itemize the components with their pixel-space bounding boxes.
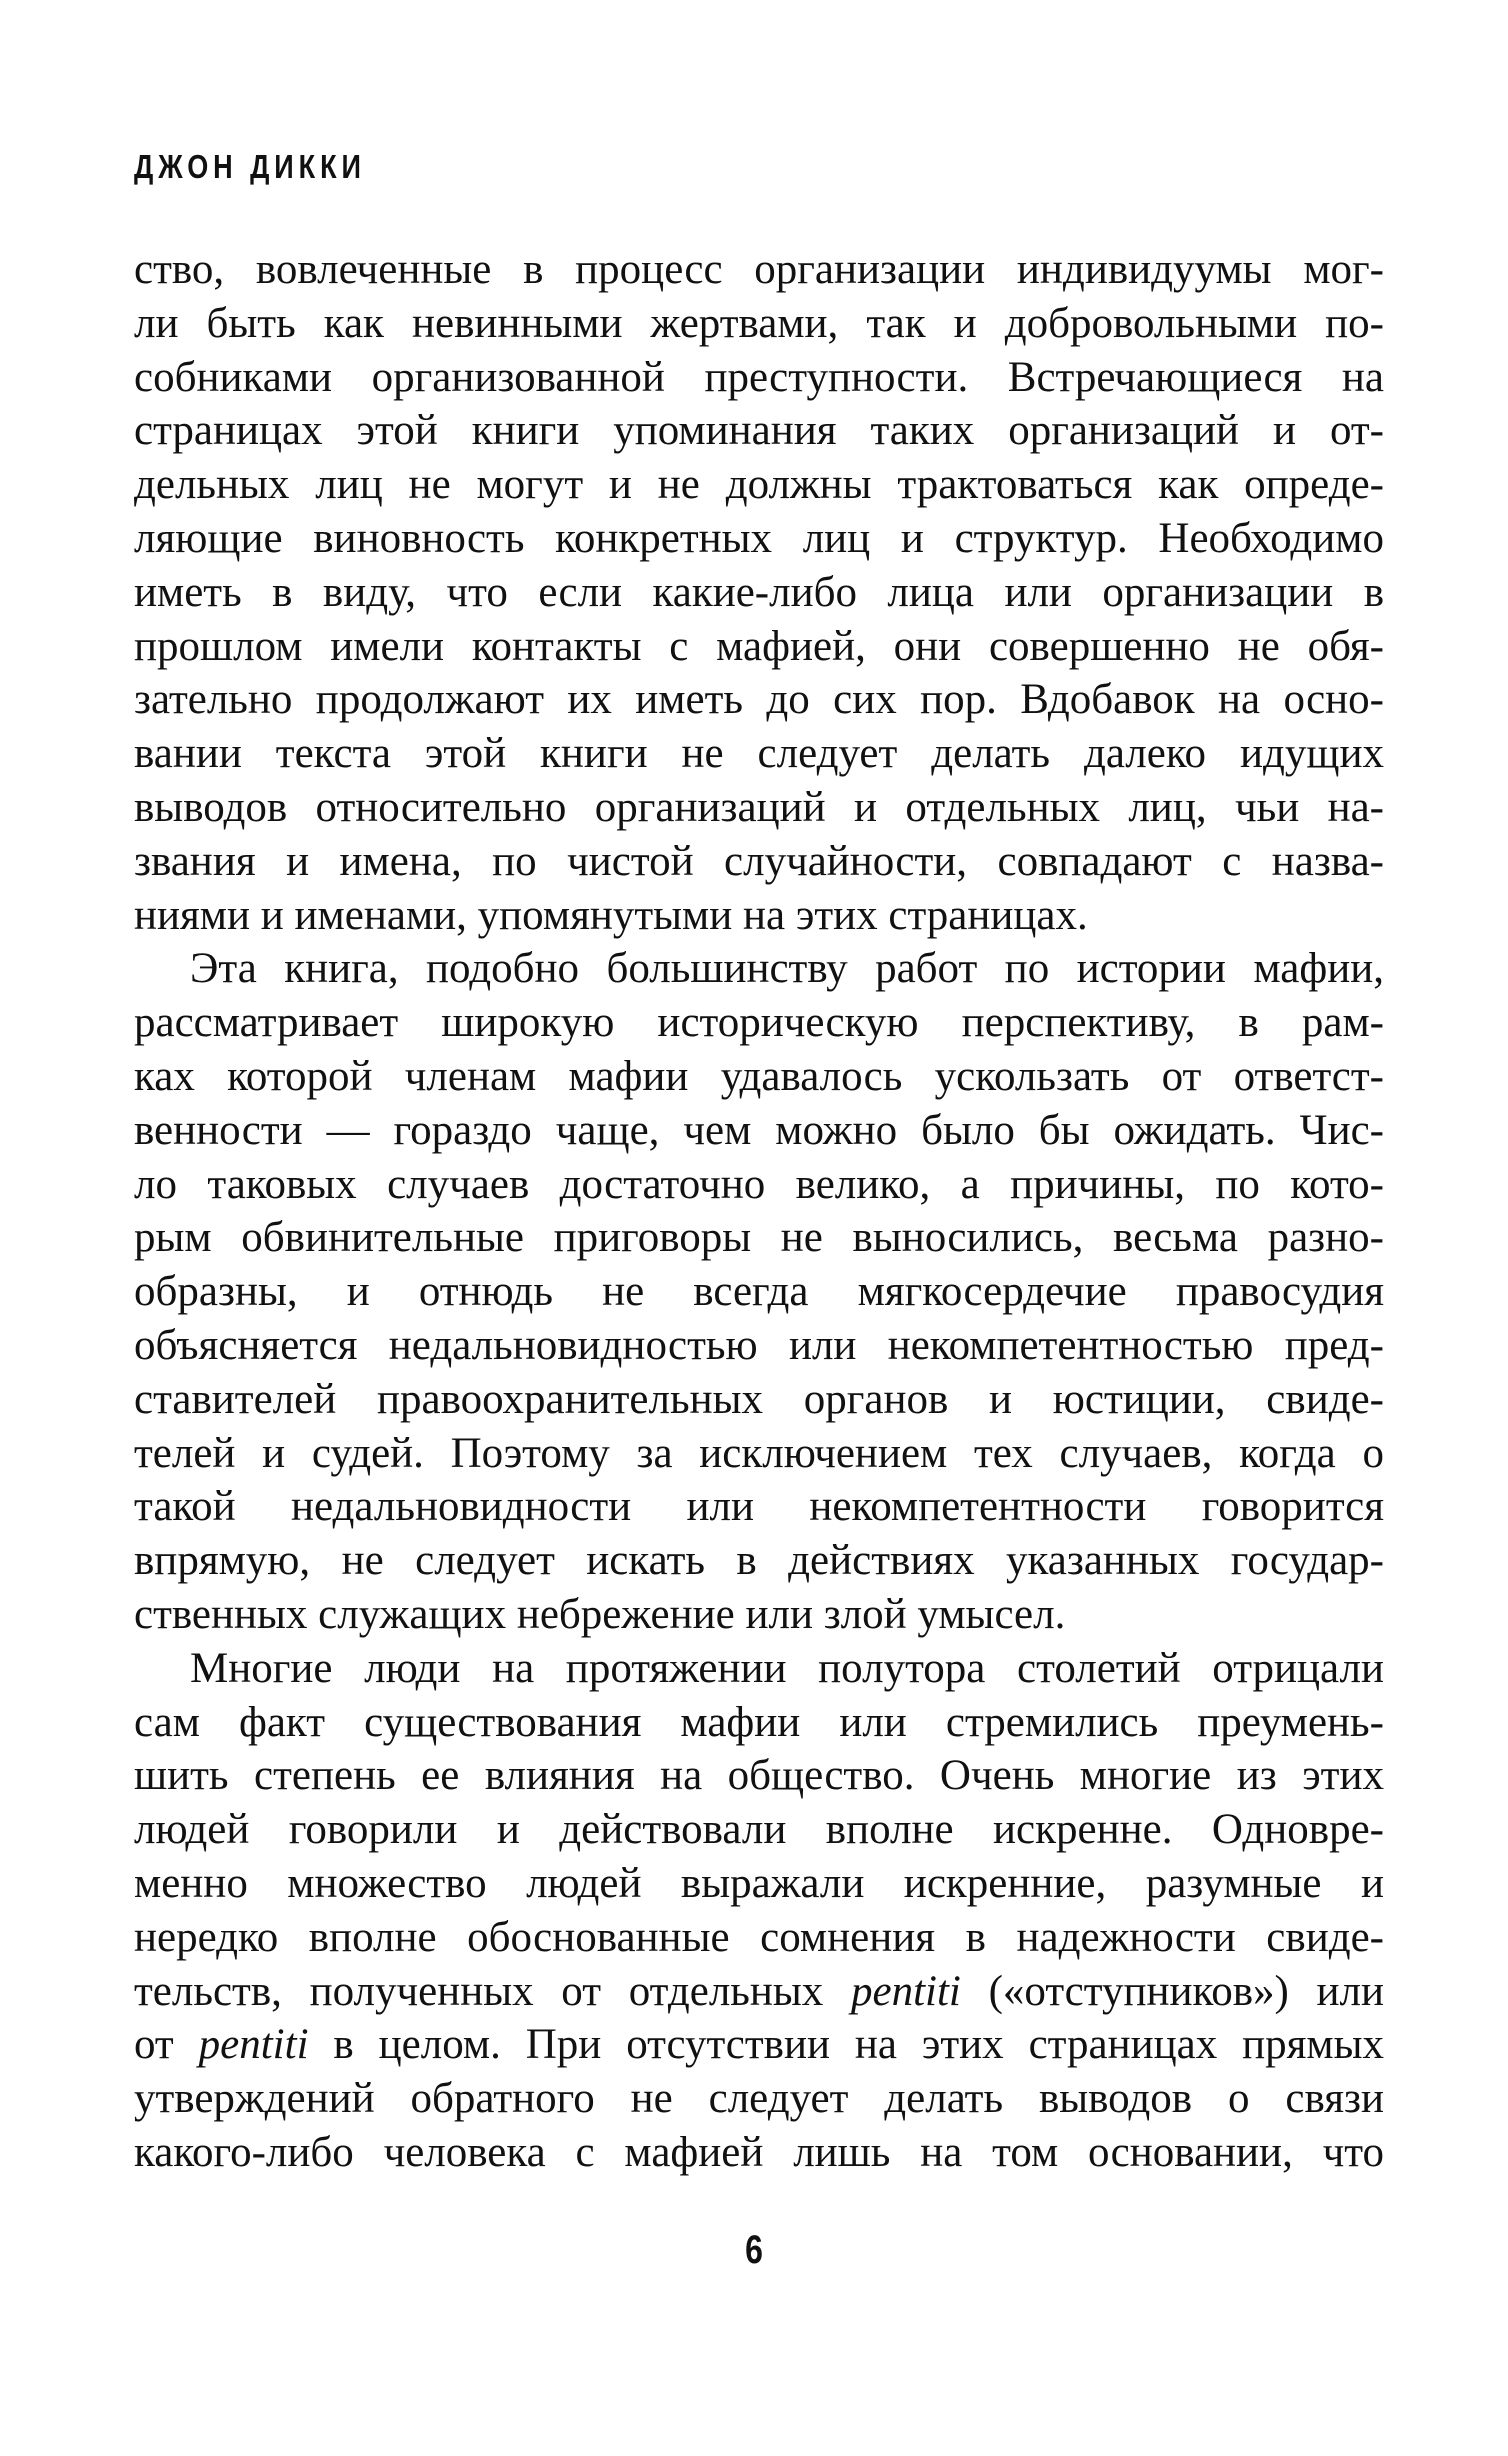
text-line [134, 297, 1384, 351]
text-line [134, 404, 1384, 458]
text-segment: шить степень ее влияния на общество. Очень многие из этих [134, 1752, 1384, 1800]
text-line [134, 835, 1384, 889]
text-segment: в целом. При отсутствии на этих страницах прямых [308, 2021, 1384, 2069]
text-line [134, 1642, 1384, 1696]
text-line [134, 1319, 1384, 1373]
text-line [134, 1965, 1384, 2019]
text-line [134, 781, 1384, 835]
text-line [134, 1857, 1384, 1911]
text-segment: ство, вовлеченные в процесс организации индивидуумы мог- [134, 246, 1384, 293]
text-segment: людей говорили и действовали вполне искренне. Одновре- [134, 1806, 1384, 1854]
text-line [134, 2126, 1384, 2180]
text-segment: образны, и отнюдь не всегда мягкосердечие правосудия [134, 1268, 1384, 1316]
text-line [134, 1265, 1384, 1319]
text-line [134, 1588, 1384, 1642]
text-segment: звания и имена, по чистой случайности, совпадают с назва- [134, 837, 1384, 885]
text-line [134, 620, 1384, 674]
text-segment: собниками организованной преступности. Встречающиеся на [134, 353, 1384, 401]
text-line [134, 996, 1384, 1050]
text-segment: утверждений обратного не следует делать выводов о связи [134, 2075, 1384, 2123]
text-segment: сам факт существования мафии или стремились преумень- [134, 1698, 1384, 1746]
text-line [134, 889, 1384, 943]
text-segment: рым обвинительные приговоры не выносились, весьма разно- [134, 1214, 1384, 1262]
text-segment: прошлом имели контакты с мафией, они совершенно не обя- [134, 622, 1384, 670]
text-segment: телей и судей. Поэтому за исключением тех случаев, когда о [134, 1429, 1384, 1477]
text-line [134, 1803, 1384, 1857]
italic-term: pentiti [198, 2021, 309, 2069]
text-segment: («отступников») или [960, 1967, 1384, 2015]
text-segment: менно множество людей выражали искренние, разумные и [134, 1859, 1384, 1907]
page-number: 6 [745, 2228, 763, 2272]
text-segment: ли быть как невинными жертвами, так и добровольными по- [134, 299, 1384, 347]
text-segment: какого-либо человека с мафией лишь на том основании, что [134, 2128, 1384, 2176]
text-line [134, 1749, 1384, 1803]
text-segment: ставителей правоохранительных органов и юстиции, свиде- [134, 1375, 1384, 1423]
text-segment: объясняется недальновидностью или некомпетентностью пред- [134, 1321, 1384, 1369]
text-line [134, 351, 1384, 405]
text-segment: такой недальновидности или некомпетентности говорится [134, 1483, 1384, 1531]
text-segment: впрямую, не следует искать в действиях указанных государ- [134, 1537, 1384, 1585]
text-segment: Эта книга, подобно большинству работ по истории мафии, [190, 945, 1384, 993]
italic-term: pentiti [851, 1967, 961, 2015]
text-segment: ляющие виновность конкретных лиц и структур. Необходимо [134, 514, 1384, 562]
text-line [134, 673, 1384, 727]
text-line [134, 1104, 1384, 1158]
text-line [134, 1211, 1384, 1265]
text-line [134, 1480, 1384, 1534]
text-segment: вании текста этой книги не следует делать далеко идущих [134, 730, 1384, 778]
paragraph [134, 243, 1384, 942]
text-line [134, 1911, 1384, 1965]
text-line [134, 1427, 1384, 1481]
text-line [134, 243, 1384, 297]
text-line [134, 1373, 1384, 1427]
paragraph [134, 1642, 1384, 2180]
body-text [134, 243, 1384, 2180]
text-segment: зательно продолжают их иметь до сих пор. Вдобавок на осно- [134, 676, 1384, 724]
text-segment: выводов относительно организаций и отдельных лиц, чьи на- [134, 783, 1384, 831]
text-line [134, 2072, 1384, 2126]
text-segment: от [134, 2021, 199, 2069]
text-line [134, 512, 1384, 566]
text-segment: страницах этой книги упоминания таких организаций и от- [134, 407, 1384, 455]
text-segment: ках которой членам мафии удавалось ускользать от ответст- [134, 1052, 1384, 1100]
paragraph [134, 942, 1384, 1641]
text-line [134, 458, 1384, 512]
text-line [134, 2018, 1384, 2072]
text-segment: тельств, полученных от отдельных [134, 1967, 851, 2015]
text-line [134, 566, 1384, 620]
text-segment: ло таковых случаев достаточно велико, а причины, по кото- [134, 1160, 1384, 1208]
text-line [134, 1158, 1384, 1212]
text-segment: ниями и именами, упомянутыми на этих страницах. [134, 891, 1088, 939]
text-line [134, 942, 1384, 996]
text-segment: дельных лиц не могут и не должны трактоваться как опреде- [134, 461, 1384, 509]
text-segment: иметь в виду, что если какие-либо лица или организации в [134, 568, 1384, 616]
text-segment: рассматривает широкую историческую перспективу, в рам- [134, 999, 1384, 1047]
text-segment: ственных служащих небрежение или злой умысел. [134, 1590, 1066, 1638]
text-segment: венности — гораздо чаще, чем можно было бы ожидать. Чис- [134, 1106, 1384, 1154]
text-line [134, 1696, 1384, 1750]
running-head-author: ДЖОН ДИККИ [134, 148, 366, 185]
text-line [134, 1050, 1384, 1104]
text-line [134, 727, 1384, 781]
text-segment: Многие люди на протяжении полутора столетий отрицали [190, 1644, 1384, 1692]
text-segment: нередко вполне обоснованные сомнения в надежности свиде- [134, 1913, 1384, 1961]
text-line [134, 1534, 1384, 1588]
